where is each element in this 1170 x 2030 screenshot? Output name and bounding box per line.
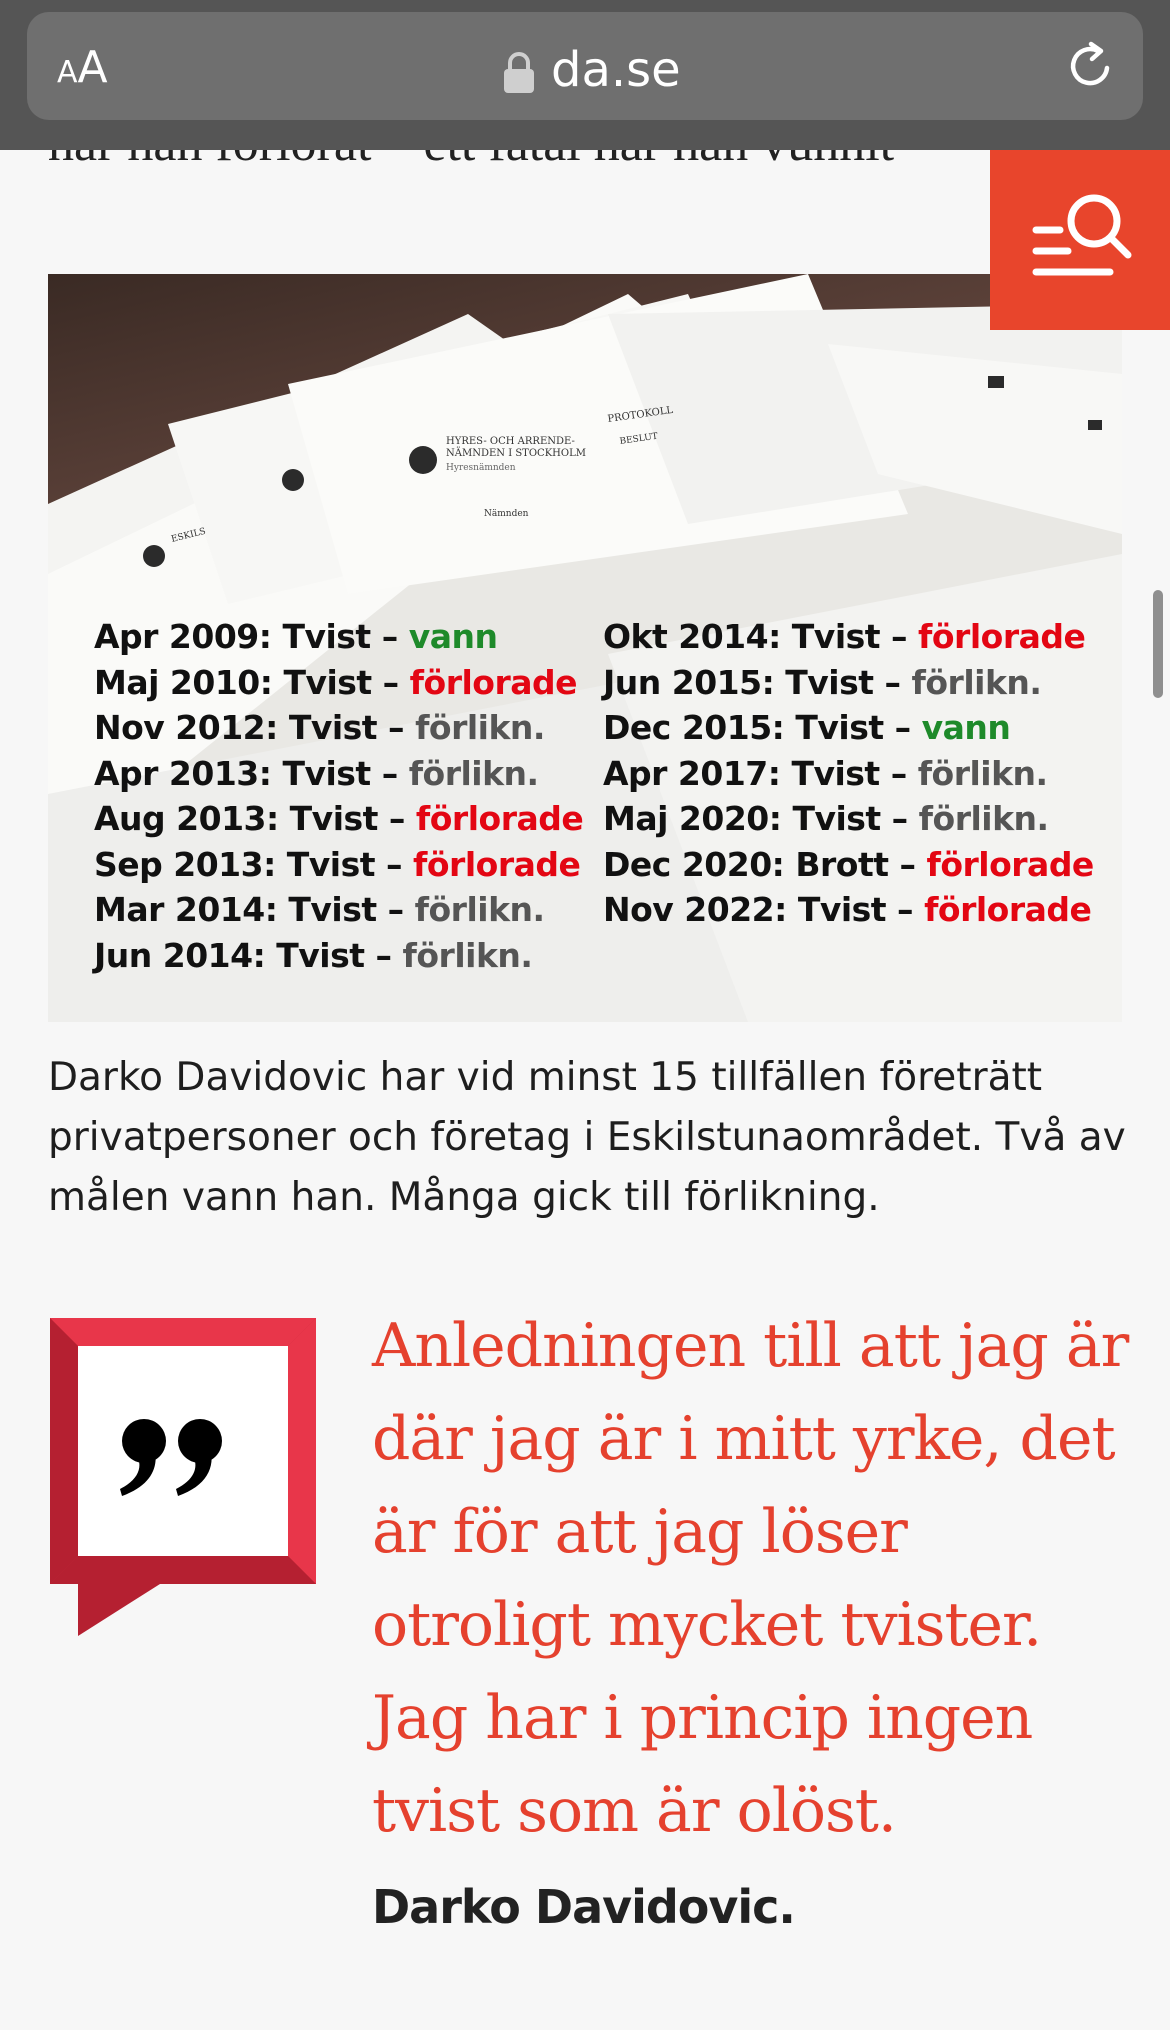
case-result: förlorade	[409, 662, 578, 702]
case-label: Dec 2020: Brott –	[603, 844, 927, 884]
case-row	[603, 614, 1094, 660]
svg-text:ESKILS: ESKILS	[170, 526, 207, 545]
case-row	[94, 933, 583, 979]
case-row	[94, 660, 583, 706]
case-row	[603, 842, 1094, 888]
quote-author: Darko Davidovic.	[372, 1880, 795, 1934]
svg-text:Nämnden: Nämnden	[484, 509, 529, 519]
case-row	[603, 796, 1094, 842]
case-row	[94, 751, 583, 797]
case-result: förlikn.	[408, 753, 539, 793]
case-label: Apr 2017: Tvist –	[603, 753, 918, 793]
case-label: Apr 2009: Tvist –	[94, 617, 409, 656]
case-result: förlorade	[924, 890, 1092, 929]
case-row	[603, 887, 1094, 933]
case-row	[94, 796, 583, 842]
case-label: Maj 2020: Tvist –	[603, 799, 919, 838]
svg-text:Hyresnämnden: Hyresnämnden	[446, 463, 516, 473]
case-label: Nov 2012: Tvist –	[94, 708, 416, 747]
case-list-right	[603, 614, 1094, 933]
case-label: Apr 2013: Tvist –	[94, 753, 409, 793]
case-result: förlikn.	[917, 753, 1048, 793]
case-row	[94, 842, 583, 888]
case-label: Jun 2015: Tvist –	[603, 662, 912, 702]
menu-search-icon	[990, 150, 1170, 330]
case-result: förlikn.	[414, 890, 545, 929]
case-result: förlorade	[918, 617, 1086, 656]
case-result: förlikn.	[415, 708, 545, 747]
reload-icon[interactable]	[1065, 40, 1117, 92]
svg-text:HYRES- OCH ARRENDE-: HYRES- OCH ARRENDE-	[446, 436, 575, 447]
case-result: förlorade	[415, 799, 584, 838]
case-row	[603, 660, 1094, 706]
case-row	[603, 705, 1094, 751]
article-image	[48, 274, 1122, 1022]
case-label: Dec 2015: Tvist –	[603, 708, 922, 747]
case-row	[94, 887, 583, 933]
case-label: Jun 2014: Tvist –	[94, 935, 403, 975]
svg-text:NÄMNDEN I STOCKHOLM: NÄMNDEN I STOCKHOLM	[446, 448, 586, 459]
case-label: Mar 2014: Tvist –	[94, 890, 415, 929]
text-size-button[interactable]: AA	[57, 42, 108, 93]
case-label: Aug 2013: Tvist –	[94, 799, 416, 838]
case-label: Sep 2013: Tvist –	[94, 844, 414, 884]
svg-text:PROTOKOLL: PROTOKOLL	[606, 404, 674, 425]
lock-icon	[501, 50, 537, 94]
case-row	[94, 705, 583, 751]
address-bar[interactable]	[27, 12, 1143, 120]
case-result: vann	[408, 617, 498, 656]
svg-text:BESLUT: BESLUT	[619, 431, 659, 447]
case-result: förlorade	[926, 844, 1094, 884]
case-result: förlikn.	[918, 799, 1049, 838]
case-result: förlorade	[413, 844, 581, 884]
case-label: Maj 2010: Tvist –	[94, 662, 410, 702]
quote-bubble-icon	[50, 1318, 316, 1636]
case-list-left	[94, 614, 583, 978]
case-label: Okt 2014: Tvist –	[603, 617, 919, 656]
scrollbar[interactable]	[1153, 590, 1163, 698]
image-caption: Darko Davidovic har vid minst 15 tillfällen företrätt privatpersoner och företag i Eskilstunaområdet. Två av målen vann han. Många gick till förlikning.	[48, 1055, 1126, 1220]
url-text[interactable]: da.se	[551, 42, 681, 98]
menu-search-button[interactable]	[990, 150, 1170, 330]
pull-quote: Anledningen till att jag är där jag är i mitt yrke, det är för att jag löser otroligt mycket tvister. Jag har i princip ingen tvist som är olöst.	[372, 1311, 1129, 1846]
case-result: förlikn.	[402, 935, 533, 975]
case-row	[94, 614, 583, 660]
case-label: Nov 2022: Tvist –	[603, 890, 925, 929]
case-result: förlikn.	[911, 662, 1042, 702]
case-result: vann	[921, 708, 1011, 747]
browser-toolbar	[0, 0, 1170, 150]
case-row	[603, 751, 1094, 797]
